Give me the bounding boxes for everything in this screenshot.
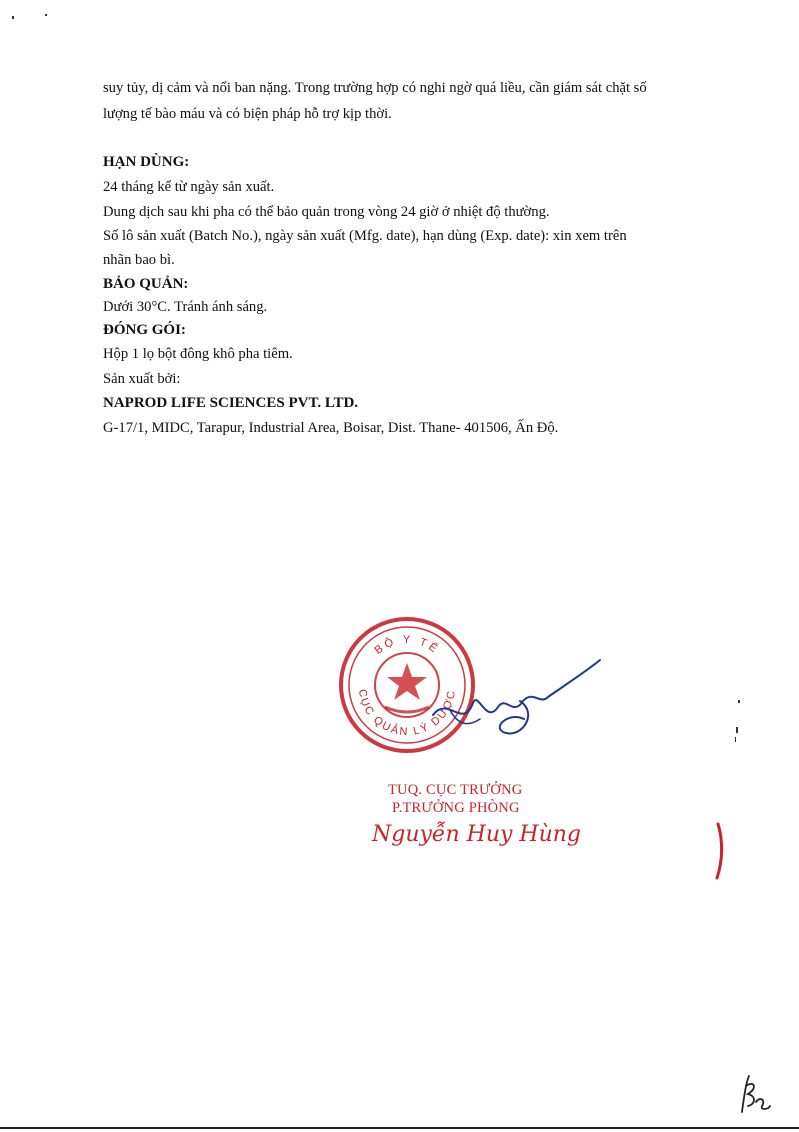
svg-text:BỘ Y TẾ: BỘ Y TẾ [372,633,442,657]
packing-heading: ĐÓNG GÓI: [103,322,186,338]
storage-line: Dưới 30°C. Tránh ánh sáng. [103,299,268,315]
producer-label: Sản xuất bởi: [103,371,181,387]
svg-text:CỤC QUẢN LÝ DƯỢC: CỤC QUẢN LÝ DƯỢC [355,688,459,739]
scan-speck [736,727,738,733]
margin-mark-icon [714,822,726,882]
signature-scribble-icon [428,655,608,750]
producer-name: NAPROD LIFE SCIENCES PVT. LTD. [103,395,359,411]
scan-speck [738,700,740,703]
expiry-line: 24 tháng kể từ ngày sản xuất. [103,179,275,195]
expiry-heading: HẠN DÙNG: [103,154,190,170]
signer-title-1: TUQ. CỤC TRƯỞNG [388,782,523,798]
paragraph-line: lượng tế bào máu và có biện pháp hỗ trợ kịp thời. [103,106,392,122]
paragraph-line: suy tủy, dị cảm và nổi ban nặng. Trong trường hợp có nghi ngờ quá liều, cần giám sát chặt số [103,80,647,96]
scan-speck [735,737,736,742]
expiry-line: Số lô sản xuất (Batch No.), ngày sản xuất (Mfg. date), hạn dùng (Exp. date): xin xem trên [103,228,627,244]
expiry-line: Dung dịch sau khi pha có thể bảo quản trong vòng 24 giờ ở nhiệt độ thường. [103,204,550,220]
packing-line: Hộp 1 lọ bột đông khô pha tiêm. [103,346,293,362]
scan-speck [12,16,14,19]
signer-title-2: P.TRƯỞNG PHÒNG [392,800,520,816]
initials-mark-icon [736,1072,772,1116]
scan-speck [45,14,47,16]
storage-heading: BẢO QUẢN: [103,276,189,292]
page-bottom-rule [0,1127,799,1129]
expiry-line: nhãn bao bì. [103,252,175,268]
producer-address: G-17/1, MIDC, Tarapur, Industrial Area, Boisar, Dist. Thane- 401506, Ấn Độ. [103,420,559,436]
signer-name: Nguyễn Huy Hùng [372,822,582,847]
